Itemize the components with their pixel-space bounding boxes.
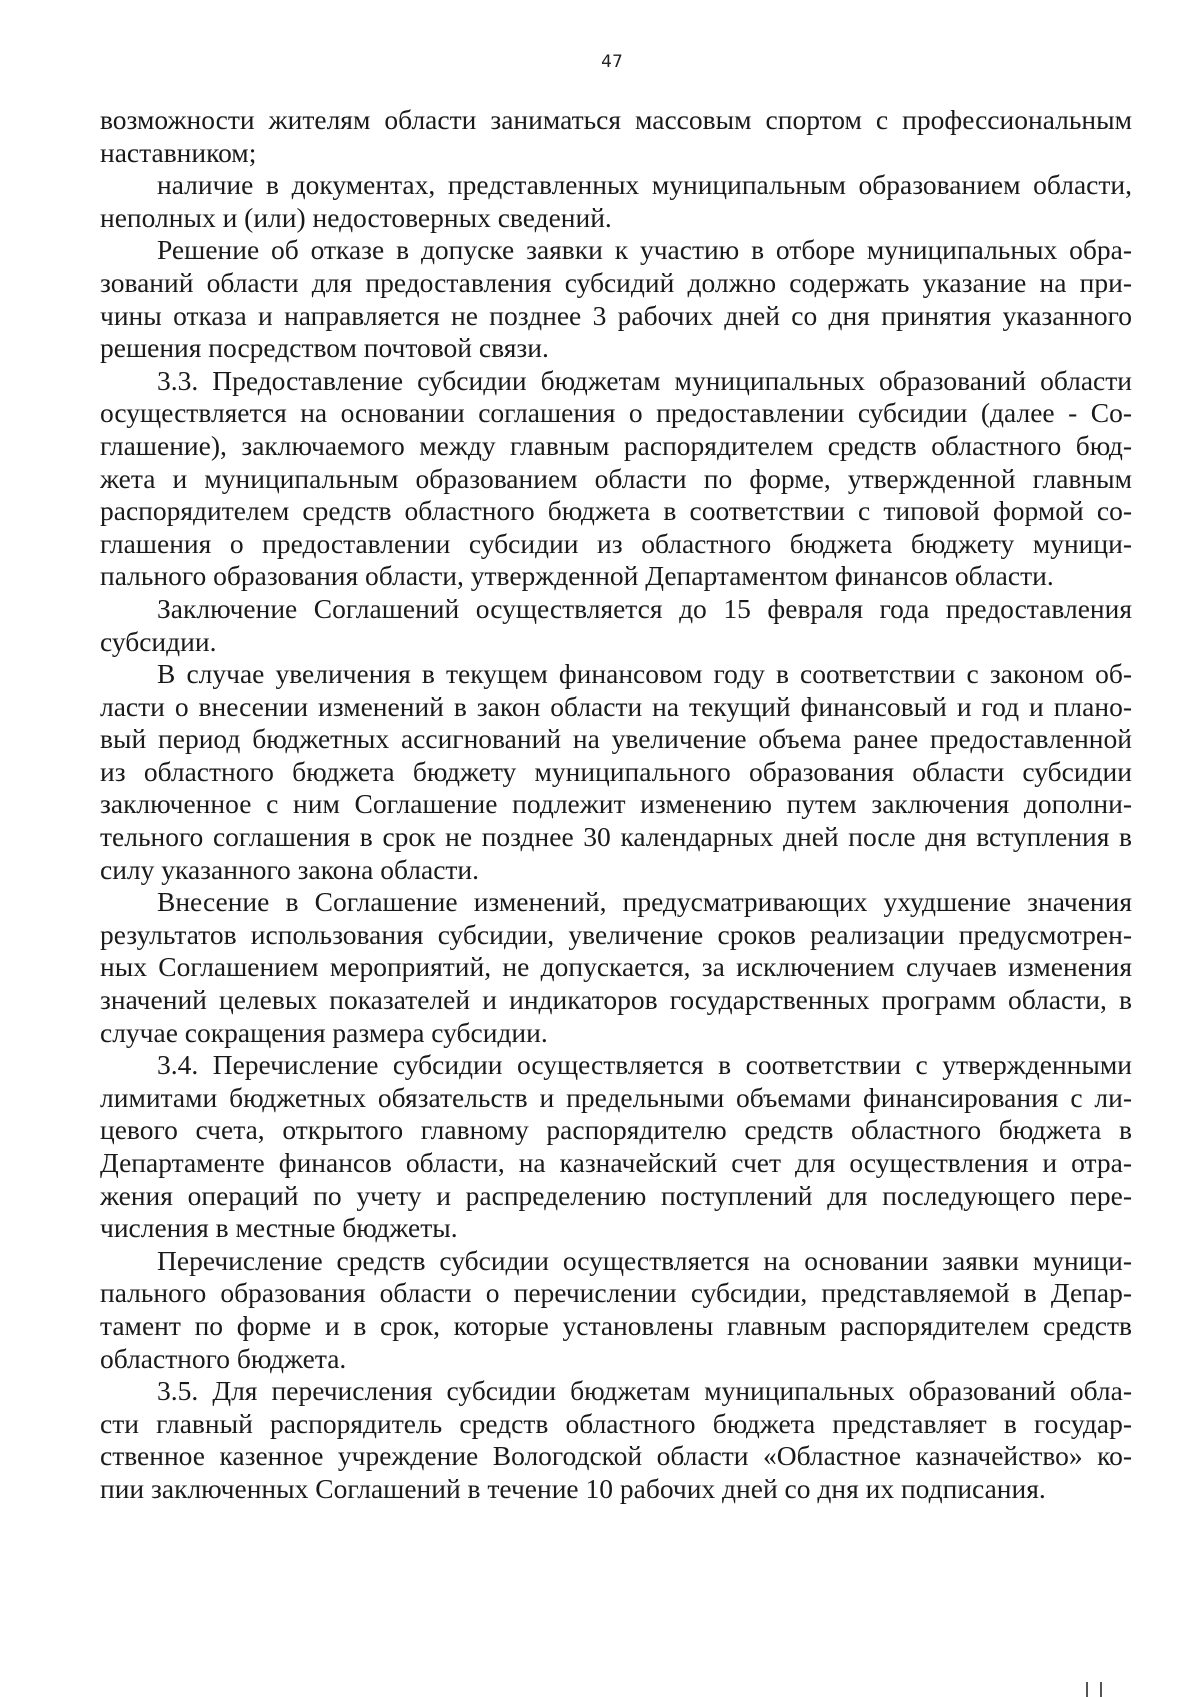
text-line: из областного бюджета бюджету муниципального образования области субсидии [100,755,1132,787]
text-line: лимитами бюджетных обязательств и предельными объемами финансирования с ли- [100,1081,1132,1113]
text-line: Перечисление средств субсидии осуществляется на основании заявки муници- [157,1244,1132,1276]
scan-mark [1086,1682,1088,1697]
scan-edge-marks [1082,1682,1112,1697]
text-line: Заключение Соглашений осуществляется до 15 февраля года предоставления [157,592,1132,624]
text-line: ласти о внесении изменений в закон области на текущий финансовый и год и плано- [100,690,1132,722]
text-line: числения в местные бюджеты. [100,1212,458,1244]
text-line: возможности жителям области заниматься массовым спортом с профессиональным [100,104,1132,135]
text-line: значений целевых показателей и индикаторов государственных программ области, в [100,984,1132,1016]
text-line: ных Соглашением мероприятий, не допускается, за исключением случаев изменения [100,951,1132,983]
text-line: субсидии. [100,625,217,657]
text-line: неполных и (или) недостоверных сведений. [100,201,612,233]
text-line: чины отказа и направляется не позднее 3 рабочих дней со дня принятия указанного [100,299,1132,331]
text-line: вый период бюджетных ассигнований на увеличение объема ранее предоставленной [100,723,1132,755]
text-line: наличие в документах, представленных муниципальным образованием области, [157,169,1132,201]
text-line: 3.4. Перечисление субсидии осуществляется в соответствии с утвержденными [157,1049,1132,1081]
text-line: пального образования области о перечислении субсидии, представляемой в Депар- [100,1277,1132,1309]
text-line: глашения о предоставлении субсидии из областного бюджета бюджету муници- [100,527,1132,559]
text-line: цевого счета, открытого главному распорядителю средств областного бюджета в [100,1114,1132,1146]
text-line: глашение), заключаемого между главным распорядителем средств областного бюд- [100,429,1132,461]
text-line: Решение об отказе в допуске заявки к участию в отборе муниципальных обра- [157,234,1132,266]
text-line: пального образования области, утвержденной Департаментом финансов области. [100,560,1054,592]
text-line: случае сокращения размера субсидии. [100,1016,548,1048]
text-line: ственное казенное учреждение Вологодской области «Областное казначейство» ко- [100,1440,1132,1472]
text-line: Департаменте финансов области, на казначейский счет для осуществления и отра- [100,1147,1132,1178]
text-line: пии заключенных Соглашений в течение 10 рабочих дней со дня их подписания. [100,1472,1046,1504]
text-line: 3.3. Предоставление субсидии бюджетам муниципальных образований области [157,364,1132,396]
text-line: осуществляется на основании соглашения о предоставлении субсидии (далее - Со- [100,397,1132,429]
text-line: В случае увеличения в текущем финансовом году в соответствии с законом об- [157,658,1132,690]
text-line: жения операций по учету и распределению поступлений для последующего пере- [100,1179,1132,1211]
text-line: 3.5. Для перечисления субсидии бюджетам муниципальных образований обла- [157,1375,1132,1407]
text-line: жета и муниципальным образованием области по форме, утвержденной главным [100,462,1132,494]
scan-mark [1100,1682,1102,1697]
text-line: Внесение в Соглашение изменений, предусматривающих ухудшение значения [157,886,1132,918]
page-number: 47 [601,52,623,72]
text-line: тамент по форме и в срок, которые установлены главным распорядителем средств [100,1309,1132,1341]
text-line: областного бюджета. [100,1342,347,1374]
text-line: наставником; [100,136,257,168]
text-line: зований области для предоставления субсидий должно содержать указание на при- [100,266,1132,298]
text-line: тельного соглашения в срок не позднее 30 календарных дней после дня вступления в [100,821,1132,853]
text-line: решения посредством почтовой связи. [100,332,549,364]
text-line: распорядителем средств областного бюджета в соответствии с типовой формой со- [100,495,1132,527]
text-line: заключенное с ним Соглашение подлежит изменению путем заключения дополни- [100,788,1132,820]
text-line: сти главный распорядитель средств областного бюджета представляет в государ- [100,1407,1132,1439]
body-text [100,104,1132,1506]
text-line: результатов использования субсидии, увеличение сроков реализации предусмотрен- [100,918,1132,950]
text-line: силу указанного закона области. [100,853,480,885]
